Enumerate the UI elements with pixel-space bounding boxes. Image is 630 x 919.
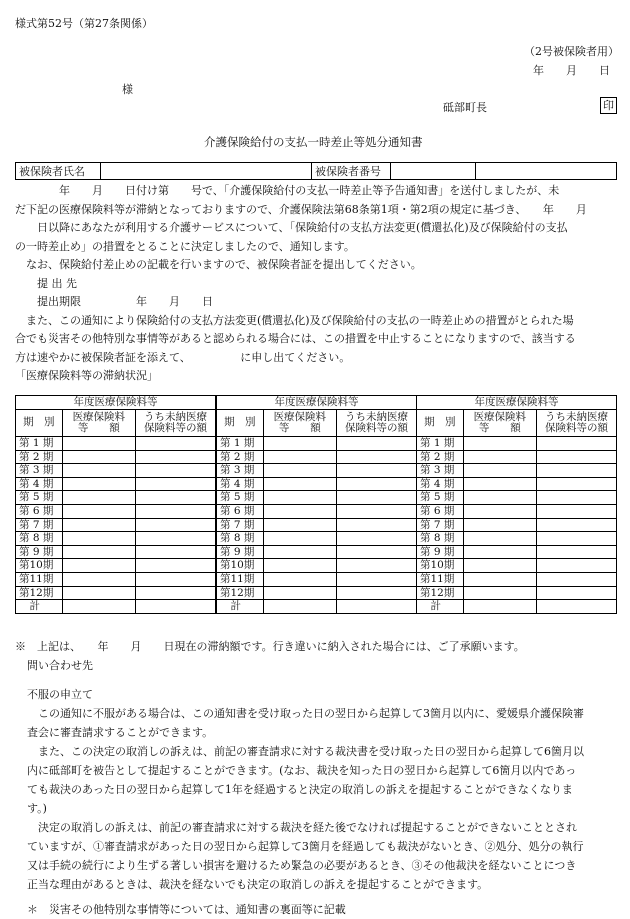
table-row xyxy=(217,518,417,532)
amount-cell xyxy=(263,464,336,478)
amount-cell xyxy=(463,532,536,546)
unpaid-cell xyxy=(136,504,216,518)
para1-line1: 年 月 日付け第 号で、「介護保険給付の支払一時差止等予告通知書」を送付しましたが、未 xyxy=(15,184,560,197)
unpaid-cell xyxy=(136,559,216,573)
amount-cell xyxy=(263,572,336,586)
amount-cell xyxy=(463,504,536,518)
table-row xyxy=(417,532,617,546)
insured-name-label: 被保険者氏名 xyxy=(16,163,101,180)
amount-cell xyxy=(263,504,336,518)
table-row xyxy=(417,477,617,491)
issuer-name: 砥部町長 xyxy=(443,101,487,114)
disaster-note: 災害その他特別な事情等については、通知書の裏面等に記載 xyxy=(49,903,346,916)
period-cell: 第 4 期 xyxy=(217,477,264,491)
appeal-line: す。) xyxy=(27,802,47,815)
amount-cell xyxy=(463,477,536,491)
unpaid-cell xyxy=(537,464,617,478)
amount-cell xyxy=(263,586,336,600)
unpaid-header: うち未納医療 保険料等の額 xyxy=(337,410,417,437)
unpaid-cell xyxy=(337,450,417,464)
unpaid-cell xyxy=(136,437,216,451)
period-cell: 第11期 xyxy=(417,572,464,586)
para3-line3: 方は速やかに被保険者証を添えて、 に申し出てください。 xyxy=(15,350,351,364)
fiscal-year-header: 年度医療保険料等 xyxy=(217,396,417,410)
table-row xyxy=(16,491,216,505)
table-row xyxy=(417,450,617,464)
period-cell: 第 6 期 xyxy=(16,504,63,518)
unpaid-cell xyxy=(136,532,216,546)
table-row xyxy=(417,600,617,614)
para1-line3: 日以降にあなたが利用する介護サービスについて、「保険給付の支払方法変更(償還払化)及び保険給付の支払 xyxy=(15,221,568,234)
para3-line1: また、この通知により保険給付の支払方法変更(償還払化)及び保険給付の支払の一時差止めの措置がとられた場 xyxy=(15,313,574,327)
appeal-title: 不服の申立て xyxy=(27,688,93,701)
amount-cell xyxy=(463,450,536,464)
table-row xyxy=(217,437,417,451)
amount-cell xyxy=(62,586,135,600)
table-row xyxy=(217,450,417,464)
unpaid-cell xyxy=(136,545,216,559)
table-row xyxy=(217,491,417,505)
amount-cell xyxy=(463,518,536,532)
unpaid-header: うち未納医療 保険料等の額 xyxy=(537,410,617,437)
unpaid-header: うち未納医療 保険料等の額 xyxy=(136,410,216,437)
period-cell: 第 7 期 xyxy=(217,518,264,532)
period-cell: 第 5 期 xyxy=(217,491,264,505)
period-cell: 第11期 xyxy=(16,572,63,586)
amount-cell xyxy=(463,491,536,505)
unpaid-cell xyxy=(537,545,617,559)
unpaid-cell xyxy=(136,450,216,464)
unpaid-cell xyxy=(537,572,617,586)
addressee-suffix: 様 xyxy=(122,83,133,96)
table-row xyxy=(16,477,216,491)
table-row xyxy=(417,464,617,478)
amount-cell xyxy=(62,491,135,505)
deadline: 提出期限 年 月 日 xyxy=(15,295,213,308)
amount-cell xyxy=(263,559,336,573)
period-cell: 第 1 期 xyxy=(417,437,464,451)
appeal-line: 又は手続の続行により生ずる著しい損害を避けるため緊急の必要があるとき、③その他裁決を経ないことにつき xyxy=(27,859,577,872)
amount-cell xyxy=(62,532,135,546)
table-row xyxy=(417,572,617,586)
period-cell: 第 5 期 xyxy=(16,491,63,505)
appeal-line: 正当な理由があるときは、裁決を経ないでも決定の取消しの訴えを提起することができます。 xyxy=(27,878,489,891)
unpaid-cell xyxy=(337,477,417,491)
insured-name-field xyxy=(101,163,312,180)
period-cell: 第 2 期 xyxy=(217,450,264,464)
period-cell: 第12期 xyxy=(217,586,264,600)
period-cell: 第 2 期 xyxy=(16,450,63,464)
inquiry-label: 問い合わせ先 xyxy=(27,659,93,672)
table-row xyxy=(417,504,617,518)
period-cell: 第12期 xyxy=(16,586,63,600)
amount-cell xyxy=(263,532,336,546)
notice-body xyxy=(15,182,617,386)
unpaid-cell xyxy=(337,532,417,546)
table-row xyxy=(16,586,216,600)
unpaid-cell xyxy=(537,450,617,464)
unpaid-cell xyxy=(337,572,417,586)
fiscal-year-header: 年度医療保険料等 xyxy=(16,396,216,410)
unpaid-cell xyxy=(337,504,417,518)
amount-cell xyxy=(62,504,135,518)
unpaid-cell xyxy=(337,491,417,505)
period-cell: 第 5 期 xyxy=(417,491,464,505)
amount-cell xyxy=(263,600,336,614)
unpaid-cell xyxy=(337,600,417,614)
unpaid-cell xyxy=(136,586,216,600)
table-row xyxy=(217,504,417,518)
amount-cell xyxy=(463,600,536,614)
period-cell: 第10期 xyxy=(16,559,63,573)
amount-cell xyxy=(62,450,135,464)
amount-cell xyxy=(62,464,135,478)
amount-header: 医療保険料 等 額 xyxy=(263,410,336,437)
amount-cell xyxy=(62,572,135,586)
table-row xyxy=(417,437,617,451)
amount-cell xyxy=(463,572,536,586)
table-row xyxy=(217,586,417,600)
insured-info-table xyxy=(15,162,617,180)
issue-date: 年 月 日 xyxy=(533,64,610,77)
table-row xyxy=(417,586,617,600)
amount-cell xyxy=(463,464,536,478)
period-cell: 第 3 期 xyxy=(217,464,264,478)
period-cell: 第 8 期 xyxy=(217,532,264,546)
period-cell: 第 9 期 xyxy=(217,545,264,559)
appeal-line: ても裁決のあった日の翌日から起算して1年を経過すると決定の取消しの訴えを提起することができなくなりま xyxy=(27,783,573,796)
table-row xyxy=(16,504,216,518)
unpaid-cell xyxy=(136,572,216,586)
unpaid-cell xyxy=(537,532,617,546)
period-cell: 第 7 期 xyxy=(16,518,63,532)
appeal-line: ていますが、①審査請求があった日の翌日から起算して3箇月を経過しても裁決がないとき、②処分、処分の執行 xyxy=(27,840,584,853)
appeal-line: 決定の取消しの訴えは、前記の審査請求に対する裁決を経た後でなければ提起することができないこととされ xyxy=(27,821,577,834)
unpaid-cell xyxy=(136,491,216,505)
unpaid-cell xyxy=(537,477,617,491)
table-row xyxy=(16,545,216,559)
footer xyxy=(15,637,617,919)
form-number: 様式第52号（第27条関係） xyxy=(15,17,153,30)
note-mark: ※ xyxy=(15,640,26,653)
unpaid-cell xyxy=(537,518,617,532)
appeal-line: 査会に審査請求することができます。 xyxy=(27,726,214,739)
table-row xyxy=(16,518,216,532)
para3-line2: 合でも災害その他特別な事情等があると認められる場合には、この措置を中止することになりますので、該当する xyxy=(15,332,576,345)
table-row xyxy=(217,464,417,478)
appeal-line: また、この決定の取消しの訴えは、前記の審査請求に対する裁決書を受け取った日の翌日から起算して6箇月以 xyxy=(27,745,584,758)
amount-header: 医療保険料 等 額 xyxy=(463,410,536,437)
disaster-mark: ＊ xyxy=(27,903,38,916)
table-row xyxy=(217,600,417,614)
table-row xyxy=(217,532,417,546)
appeal-line: 内に砥部町を被告として提起することができます。(なお、裁決を知った日の翌日から起算して6箇月以内であっ xyxy=(27,764,577,777)
period-cell: 第 9 期 xyxy=(417,545,464,559)
amount-cell xyxy=(463,559,536,573)
arrears-table xyxy=(216,395,417,614)
unpaid-cell xyxy=(136,464,216,478)
table-row xyxy=(417,545,617,559)
period-cell: 第 1 期 xyxy=(16,437,63,451)
amount-header: 医療保険料 等 額 xyxy=(62,410,135,437)
appeal-line: この通知に不服がある場合は、この通知書を受け取った日の翌日から起算して3箇月以内に、愛媛県介護保険審 xyxy=(27,707,584,720)
submit-to: 提 出 先 xyxy=(15,276,77,290)
table-row xyxy=(16,572,216,586)
period-cell: 第 6 期 xyxy=(417,504,464,518)
table-row xyxy=(16,600,216,614)
para2: なお、保険給付差止めの記載を行いますので、被保険者証を提出してください。 xyxy=(15,258,422,271)
unpaid-cell xyxy=(537,491,617,505)
amount-cell xyxy=(463,437,536,451)
amount-cell xyxy=(62,600,135,614)
table-row xyxy=(16,532,216,546)
unpaid-cell xyxy=(136,518,216,532)
period-cell: 第 8 期 xyxy=(417,532,464,546)
unpaid-cell xyxy=(337,464,417,478)
table-row xyxy=(16,450,216,464)
arrears-note: 上記は、 年 月 日現在の滞納額です。行き違いに納入された場合には、ご了承願います。 xyxy=(37,640,525,653)
fiscal-year-header: 年度医療保険料等 xyxy=(417,396,617,410)
period-cell: 第 8 期 xyxy=(16,532,63,546)
period-cell: 第10期 xyxy=(217,559,264,573)
insured-type-label: （2号被保険者用） xyxy=(524,45,619,58)
period-cell: 第10期 xyxy=(417,559,464,573)
unpaid-cell xyxy=(337,518,417,532)
table-row xyxy=(217,477,417,491)
amount-cell xyxy=(62,437,135,451)
table-row xyxy=(16,464,216,478)
period-cell: 第 4 期 xyxy=(16,477,63,491)
unpaid-cell xyxy=(537,600,617,614)
document-title: 介護保険給付の支払一時差止等処分通知書 xyxy=(204,135,423,149)
table-row xyxy=(417,491,617,505)
amount-cell xyxy=(263,545,336,559)
table-row xyxy=(217,572,417,586)
unpaid-cell xyxy=(337,545,417,559)
arrears-section-title: 「医療保険料等の滞納状況」 xyxy=(15,369,158,382)
amount-cell xyxy=(463,545,536,559)
seal-mark: 印 xyxy=(600,97,617,114)
period-cell: 第12期 xyxy=(417,586,464,600)
period-cell: 計 xyxy=(16,600,63,614)
period-cell: 第 4 期 xyxy=(417,477,464,491)
amount-cell xyxy=(62,518,135,532)
table-row xyxy=(417,559,617,573)
table-row xyxy=(16,437,216,451)
period-cell: 第 3 期 xyxy=(417,464,464,478)
period-cell: 計 xyxy=(417,600,464,614)
amount-cell xyxy=(463,586,536,600)
period-header: 期 別 xyxy=(417,410,464,437)
unpaid-cell xyxy=(537,586,617,600)
amount-cell xyxy=(263,491,336,505)
period-cell: 第 3 期 xyxy=(16,464,63,478)
amount-cell xyxy=(62,477,135,491)
unpaid-cell xyxy=(136,600,216,614)
period-cell: 第 9 期 xyxy=(16,545,63,559)
insured-number-field xyxy=(391,163,476,180)
period-cell: 第 6 期 xyxy=(217,504,264,518)
unpaid-cell xyxy=(337,559,417,573)
arrears-table xyxy=(15,395,216,614)
amount-cell xyxy=(263,437,336,451)
amount-cell xyxy=(62,545,135,559)
table-row xyxy=(16,559,216,573)
period-cell: 計 xyxy=(217,600,264,614)
arrears-table xyxy=(416,395,617,614)
unpaid-cell xyxy=(136,477,216,491)
unpaid-cell xyxy=(337,586,417,600)
table-row xyxy=(217,545,417,559)
para1-line4: の一時差止め」の措置をとることに決定しましたので、通知します。 xyxy=(15,239,355,253)
amount-cell xyxy=(263,450,336,464)
table-row xyxy=(217,559,417,573)
amount-cell xyxy=(263,477,336,491)
period-header: 期 別 xyxy=(217,410,264,437)
period-cell: 第 1 期 xyxy=(217,437,264,451)
period-cell: 第 7 期 xyxy=(417,518,464,532)
unpaid-cell xyxy=(537,437,617,451)
unpaid-cell xyxy=(537,559,617,573)
amount-cell xyxy=(263,518,336,532)
period-cell: 第 2 期 xyxy=(417,450,464,464)
table-row xyxy=(417,518,617,532)
para1-line2: だ下記の医療保険料等が滞納となっておりますので、介護保険法第68条第1項・第2項の規定に基づき、 年 月 xyxy=(15,202,587,216)
amount-cell xyxy=(62,559,135,573)
unpaid-cell xyxy=(337,437,417,451)
period-header: 期 別 xyxy=(16,410,63,437)
insured-number-label: 被保険者番号 xyxy=(312,163,391,180)
unpaid-cell xyxy=(537,504,617,518)
period-cell: 第11期 xyxy=(217,572,264,586)
